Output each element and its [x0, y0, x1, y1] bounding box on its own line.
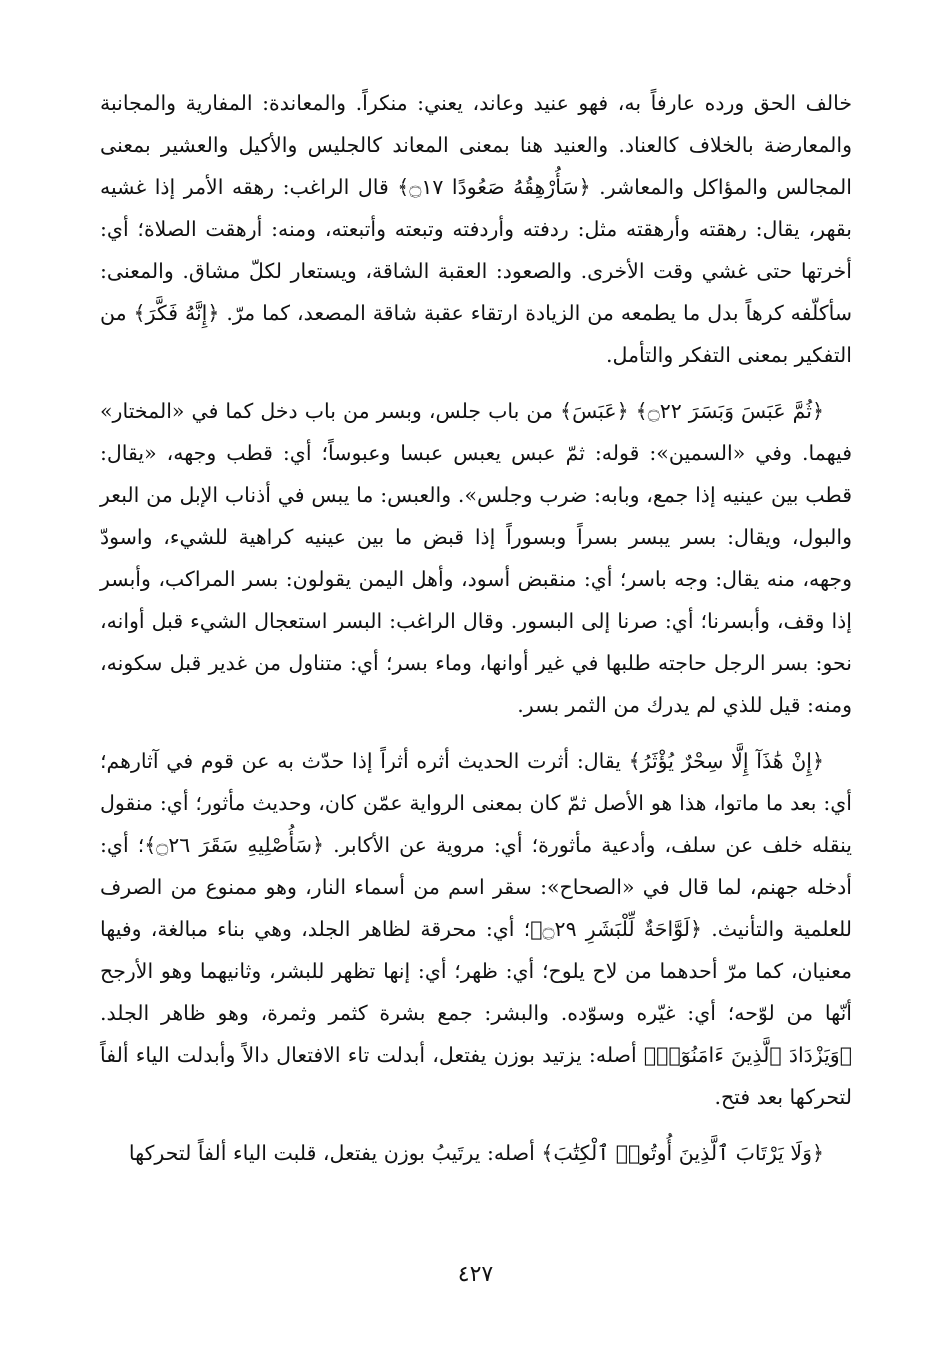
page-number: ٤٢٧ [457, 1262, 494, 1287]
paragraph-2: ﴿ثُمَّ عَبَسَ وَبَسَرَ ۝٢٢﴾ ﴿عَبَسَ﴾ من باب جلس، وبسر من باب دخل كما في «المختار» فيهما. وفي «السمين»: قوله: ثمّ عبس يعبس عبسا وعبوساً؛ أي: قطب وجهه، «يقال: قطب بين عينيه إذا جمع، وبابه: ضرب وجلس». والعبس: ما يبس في أذناب الإبل من البعر والبول، ويقال: بسر يبسر بسراً وبسوراً إذا قبض ما بين عينيه كراهية للشيء، واسودّ وجهه، منه يقال: وجه باسر؛ أي: منقبض أسود، وأهل اليمن يقولون: بسر المراكب، وأبسر إذا وقف، وأبسرنا؛ أي: صرنا إلى البسور. وقال الراغب: البسر استعجال الشيء قبل أوانه، نحو: بسر الرجل حاجته طلبها في غير أوانها، وماء بسر؛ أي: متناول من غدير قبل سكونه، ومنه: قيل للذي لم يدرك من الثمر بسر. [100, 399, 852, 717]
paragraph-4: ﴿وَلَا يَرْتَابَ ٱلَّذِينَ أُوتُوا۟ ٱلْكِتَٰبَ﴾ أصله: يرتَيبُ بوزن يفتعل، قلبت الياء ألفاً لتحركها [128, 1141, 824, 1165]
paragraph-3: ﴿إِنْ هَٰذَآ إِلَّا سِحْرٌ يُؤْثَرُ﴾ يقال: أثرت الحديث أثره أثراً إذا حدّث به عن قوم في آثارهم؛ أي: بعد ما ماتوا، هذا هو الأصل ثمّ كان بمعنى الرواية عمّن كان، وحديث مأثور؛ أي: منقول ينقله خلف عن سلف، وأدعية مأثورة؛ أي: مروية عن الأكابر. ﴿سَأُصْلِيهِ سَقَرَ ۝٢٦﴾؛ أي: أدخله جهنم، لما قال في «الصحاح»: سقر اسم من أسماء النار، وهو ممنوع من الصرف للعلمية والتأنيث. ﴿لَوَّاحَةٌ لِّلْبَشَرِ ۝٢٩﴾؛ أي: محرقة لظاهر الجلد، وهي بناء مبالغة، وفيها معنيان، كما مرّ أحدهما من لاح يلوح؛ أي: ظهر؛ أي: إنها تظهر للبشر، وثانيهما وهو الأرجح أنّها من لوّحه؛ أي: غيّره وسوّده. والبشر: جمع بشرة كثمر وثمرة، وهو ظاهر الجلد. ﴿وَيَزْدَادَ ٱلَّذِينَ ءَامَنُوٓا۟﴾ أصله: يزتيد بوزن يفتعل، أبدلت تاء الافتعال دالاً وأبدلت الياء ألفاً لتحركها بعد فتح. [100, 749, 853, 1109]
paragraph-1: خالف الحق ورده عارفاً به، فهو عنيد وعاند، يعني: منكراً. والمعاندة: المفارية والمجانبة والمعارضة بالخلاف كالعناد. والعنيد هنا بمعنى المعاند كالجليس والأكيل والعشير بمعنى المجالس والمؤاكل والمعاشر. ﴿سَأُرْهِقُهُ صَعُودًا ۝١٧﴾ قال الراغب: رهقه الأمر إذا غشيه بقهر، يقال: رهقته وأرهقته مثل: ردفته وأردفته وتبعته وأتبعته، ومنه: أرهقت الصلاة؛ أي: أخرتها حتى غشي وقت الأخرى. والصعود: العقبة الشاقة، ويستعار لكلّ مشاق. والمعنى: سأكلّفه كرهاً بدل ما يطمعه من الزيادة ارتقاء عقبة شاقة المصعد، كما مرّ. ﴿إِنَّهُ فَكَّرَ﴾ من التفكير بمعنى التفكر والتأمل. [100, 91, 852, 367]
page-body [100, 82, 852, 1302]
